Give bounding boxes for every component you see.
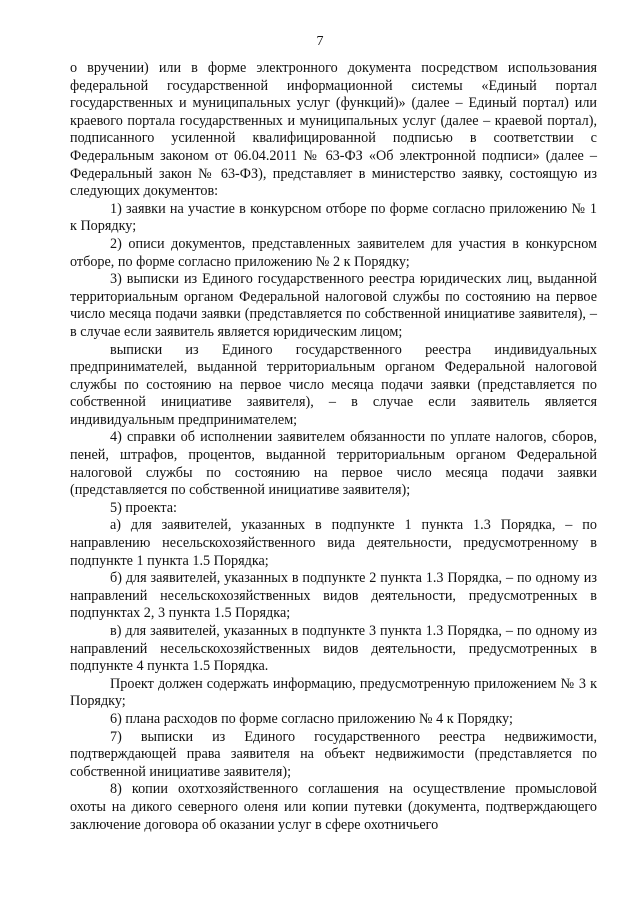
paragraph-intro: о вручении) или в форме электронного документа посредством использования федеральной государственной информационной системы «Единый портал государственных и муниципальных услуг (функций)» (далее – Единый портал) или краевого портала государственных и муниципальных услуг (далее – краевой портал), подписанного усиленной квалифицированной подписью в соответствии с Федеральным законом от 06.04.2011 № 63-ФЗ «Об электронной подписи» (далее – Федеральный закон № 63-ФЗ), представляет в министерство заявку, состоящую из следующих документов: <box>70 60 597 200</box>
list-item-1: 1) заявки на участие в конкурсном отборе по форме согласно приложению № 1 к Порядку; <box>70 200 597 235</box>
document-body <box>70 60 597 834</box>
list-item-7: 7) выписки из Единого государственного реестра недвижимости, подтверждающей права заявителя на объект недвижимости (представляется по собственной инициативе заявителя); <box>70 728 597 780</box>
list-item-6: 6) плана расходов по форме согласно приложению № 4 к Порядку; <box>110 710 513 727</box>
list-item-5: 5) проекта: <box>110 499 177 516</box>
list-item-2: 2) описи документов, представленных заявителем для участия в конкурсном отборе, по форме согласно приложению № 2 к Порядку; <box>70 235 597 270</box>
list-item-3: 3) выписки из Единого государственного реестра юридических лиц, выданной территориальным органом Федеральной налоговой службы по состоянию на первое число месяца подачи заявки (представляется по собственной инициативе заявителя), – в случае если заявитель является юридическим лицом; <box>70 271 597 340</box>
list-item-5b: б) для заявителей, указанных в подпункте 2 пункта 1.3 Порядка, – по одному из направлений несельскохозяйственных видов деятельности, предусмотренных в подпунктах 2, 3 пункта 1.5 Порядка; <box>70 570 597 622</box>
list-item-5a: а) для заявителей, указанных в подпункте 1 пункта 1.3 Порядка, – по направлению несельскохозяйственного вида деятельности, предусмотренному в подпункте 1 пункта 1.5 Порядка; <box>70 517 597 569</box>
page-number: 7 <box>316 34 324 49</box>
list-item-8: 8) копии охотхозяйственного соглашения на осуществление промысловой охоты на дикого северного оленя или копии путевки (документа, подтверждающего заключение договора об оказании услуг в сфере охотничьего <box>70 781 597 833</box>
list-item-5-note: Проект должен содержать информацию, предусмотренную приложением № 3 к Порядку; <box>70 675 597 710</box>
list-item-3-ip: выписки из Единого государственного реестра индивидуальных предпринимателей, выданной территориальным органом Федеральной налоговой службы по состоянию на первое число месяца подачи заявки (представляется по собственной инициативе заявителя), – в случае если заявитель является индивидуальным предпринимателем; <box>70 341 597 428</box>
list-item-5c: в) для заявителей, указанных в подпункте 3 пункта 1.3 Порядка, – по одному из направлений несельскохозяйственных видов деятельности, предусмотренных в подпункте 4 пункта 1.5 Порядка. <box>70 623 597 675</box>
list-item-4: 4) справки об исполнении заявителем обязанности по уплате налогов, сборов, пеней, штрафов, процентов, выданной территориальным органом Федеральной налоговой службы по состоянию на первое число месяца подачи заявки (представляется по собственной инициативе заявителя); <box>70 429 597 499</box>
